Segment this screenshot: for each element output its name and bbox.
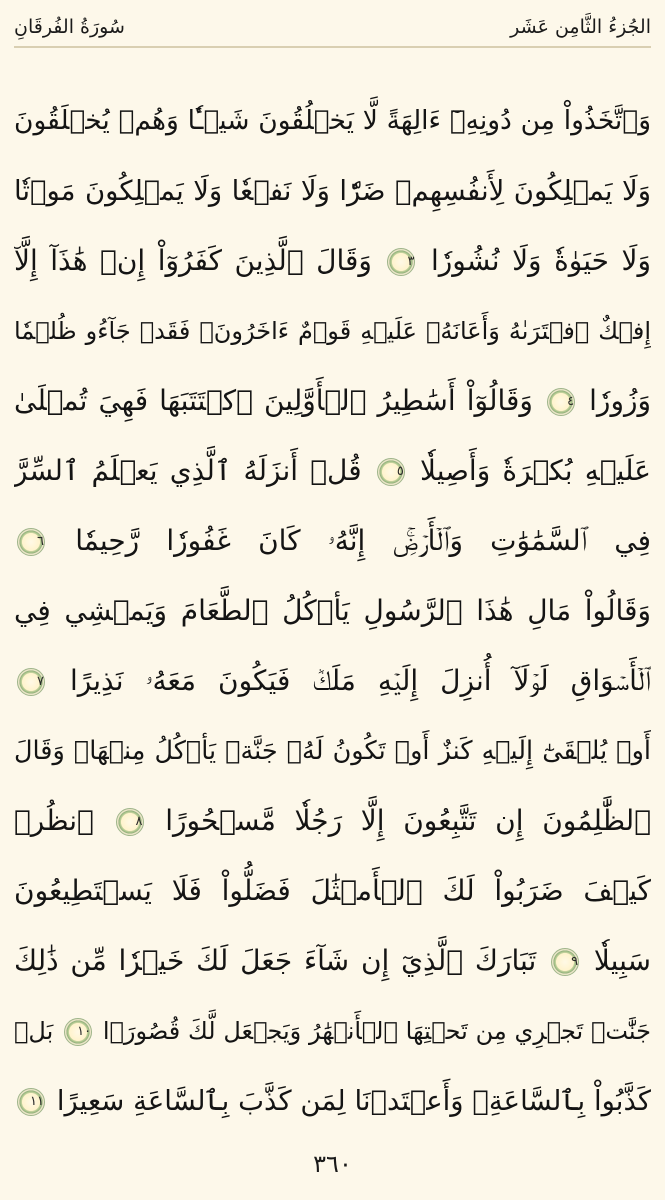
verse-text: عَلَيۡهِ بُكۡرَةٗ وَأَصِيلٗا (419, 454, 651, 487)
text-line (14, 506, 651, 576)
surah-name: سُورَةُ الفُرقَانِ (14, 16, 125, 38)
text-line (14, 436, 651, 506)
ayah-number-marker: ٥ (377, 458, 405, 486)
juz-name: الجُزءُ الثَّامِن عَشَر (510, 16, 651, 38)
ayah-number-marker: ٧ (17, 668, 45, 696)
verse-text: أَوۡ يُلۡقَىٰٓ إِلَيۡهِ كَنزٌ أَوۡ تَكُونُ لَهُۥ جَنَّةٞ يَأۡكُلُ مِنۡهَاۚ وَقَالَ (14, 736, 651, 766)
verse-text: كَذَّبُواْ بِٱلسَّاعَةِۖ وَأَعۡتَدۡنَا لِمَن كَذَّبَ بِٱلسَّاعَةِ سَعِيرًا (56, 1085, 651, 1117)
text-line (14, 1066, 651, 1136)
page-header (14, 12, 651, 42)
page-number: ٣٦٠ (313, 1150, 352, 1178)
text-line (14, 716, 651, 786)
ayah-number-marker: ٨ (116, 808, 144, 836)
verse-text: تَبَارَكَ ٱلَّذِيٓ إِن شَآءَ جَعَلَ لَكَ خَيۡرٗا مِّن ذَٰلِكَ (14, 944, 537, 977)
verse-text: وَقَالُوٓاْ أَسَٰطِيرُ ٱلۡأَوَّلِينَ ٱكۡتَتَبَهَا فَهِيَ تُمۡلَىٰ (14, 384, 533, 417)
ayah-number-marker: ٦ (17, 528, 45, 556)
verse-text: وَزُورٗا (589, 384, 651, 417)
verse-text: جَنَّٰتٖ تَجۡرِي مِن تَحۡتِهَا ٱلۡأَنۡهَٰرُ وَيَجۡعَل لَّكَ قُصُورَۢا (102, 1017, 651, 1045)
text-line (14, 996, 651, 1066)
verse-text: إِفۡكٌ ٱفۡتَرَىٰهُ وَأَعَانَهُۥ عَلَيۡهِ قَوۡمٌ ءَاخَرُونَۖ فَقَدۡ جَآءُو ظُلۡمٗا (14, 317, 651, 345)
header-divider (14, 46, 651, 48)
quran-text-block (14, 86, 651, 1136)
ayah-number-marker: ٤ (547, 388, 575, 416)
verse-text: قُلۡ أَنزَلَهُ ٱلَّذِي يَعۡلَمُ ٱلسِّرَّ (14, 454, 362, 487)
verse-text: بَلۡ (14, 1017, 54, 1045)
verse-text: ٱلۡأَسۡوَاقِ لَوۡلَآ أُنزِلَ إِلَيۡهِ مَلَكٞ فَيَكُونَ مَعَهُۥ نَذِيرًا (70, 664, 651, 697)
text-line (14, 576, 651, 646)
verse-text: سَبِيلٗا (593, 944, 651, 977)
ayah-number-marker: ١١ (17, 1088, 45, 1116)
text-line (14, 366, 651, 436)
verse-text: فِي ٱلسَّمَٰوَٰتِ وَٱلۡأَرۡضِۚ إِنَّهُۥ كَانَ غَفُورٗا رَّحِيمٗا (75, 524, 651, 557)
text-line (14, 86, 651, 156)
text-line (14, 226, 651, 296)
text-line (14, 786, 651, 856)
verse-text: وَلَا يَمۡلِكُونَ لِأَنفُسِهِمۡ ضَرّٗا وَلَا نَفۡعٗا وَلَا يَمۡلِكُونَ مَوۡتٗا (14, 175, 651, 207)
ayah-number-marker: ١٠ (64, 1018, 92, 1046)
ayah-number-marker: ٣ (387, 248, 415, 276)
text-line (14, 646, 651, 716)
ayah-number-marker: ٩ (551, 948, 579, 976)
verse-text: ٱنظُرۡ (14, 804, 94, 837)
verse-text: وَٱتَّخَذُواْ مِن دُونِهِۦٓ ءَالِهَةً لَّا يَخۡلُقُونَ شَيۡـٔٗا وَهُمۡ يُخۡلَقُونَ (14, 105, 651, 136)
text-line (14, 926, 651, 996)
verse-text: كَيۡفَ ضَرَبُواْ لَكَ ٱلۡأَمۡثَٰلَ فَضَلُّواْ فَلَا يَسۡتَطِيعُونَ (14, 874, 651, 907)
verse-text: ٱلظَّٰلِمُونَ إِن تَتَّبِعُونَ إِلَّا رَجُلٗا مَّسۡحُورًا (165, 804, 651, 837)
verse-text: وَقَالَ ٱلَّذِينَ كَفَرُوٓاْ إِنۡ هَٰذَآ إِلَّآ (14, 244, 372, 277)
text-line (14, 856, 651, 926)
text-line (14, 156, 651, 226)
verse-text: وَقَالُواْ مَالِ هَٰذَا ٱلرَّسُولِ يَأۡكُلُ ٱلطَّعَامَ وَيَمۡشِي فِي (14, 594, 651, 627)
verse-text: وَلَا حَيَوٰةٗ وَلَا نُشُورٗا (431, 244, 651, 277)
text-line (14, 296, 651, 366)
